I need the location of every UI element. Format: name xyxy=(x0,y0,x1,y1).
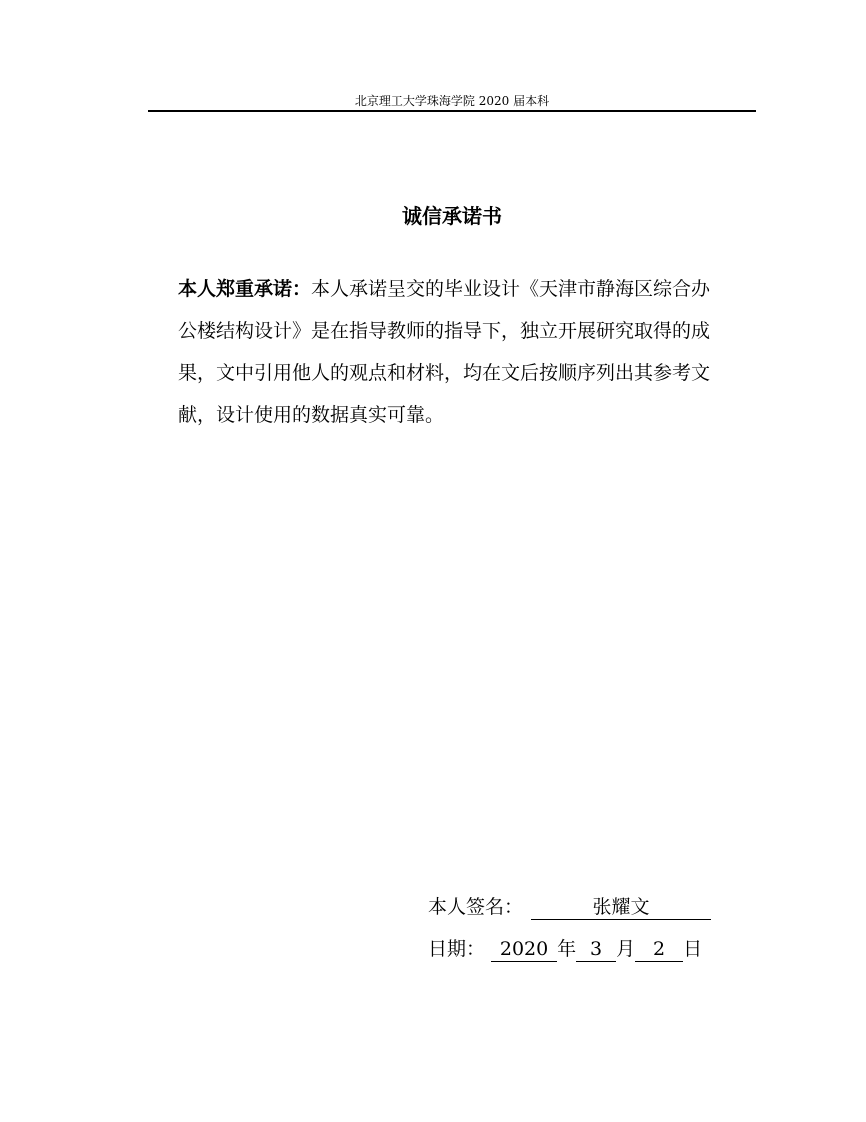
statement-body: 本人承诺呈交的毕业设计《天津市静海区综合办公楼结构设计》是在指导教师的指导下，独立开展研究取得的成果，文中引用他人的观点和材料，均在文后按顺序列出其参考文献，设计使用的数据真实可靠。 xyxy=(178,278,711,426)
date-year: 2020 xyxy=(491,937,557,962)
header-rule xyxy=(148,110,756,112)
date-row xyxy=(428,935,702,963)
date-day-unit: 日 xyxy=(683,938,703,960)
integrity-statement xyxy=(178,268,728,436)
signature-row xyxy=(428,893,711,921)
date-month-unit: 月 xyxy=(616,938,636,960)
signature-value: 张耀文 xyxy=(531,895,711,920)
date-day: 2 xyxy=(635,937,683,962)
date-label: 日期： xyxy=(428,938,486,960)
date-year-unit: 年 xyxy=(557,938,577,960)
signature-label: 本人签名： xyxy=(428,896,524,918)
statement-lead: 本人郑重承诺： xyxy=(178,278,312,300)
running-header: 北京理工大学珠海学院 2020 届本科 xyxy=(354,94,550,108)
date-month: 3 xyxy=(576,937,616,962)
page-title: 诚信承诺书 xyxy=(402,204,502,228)
